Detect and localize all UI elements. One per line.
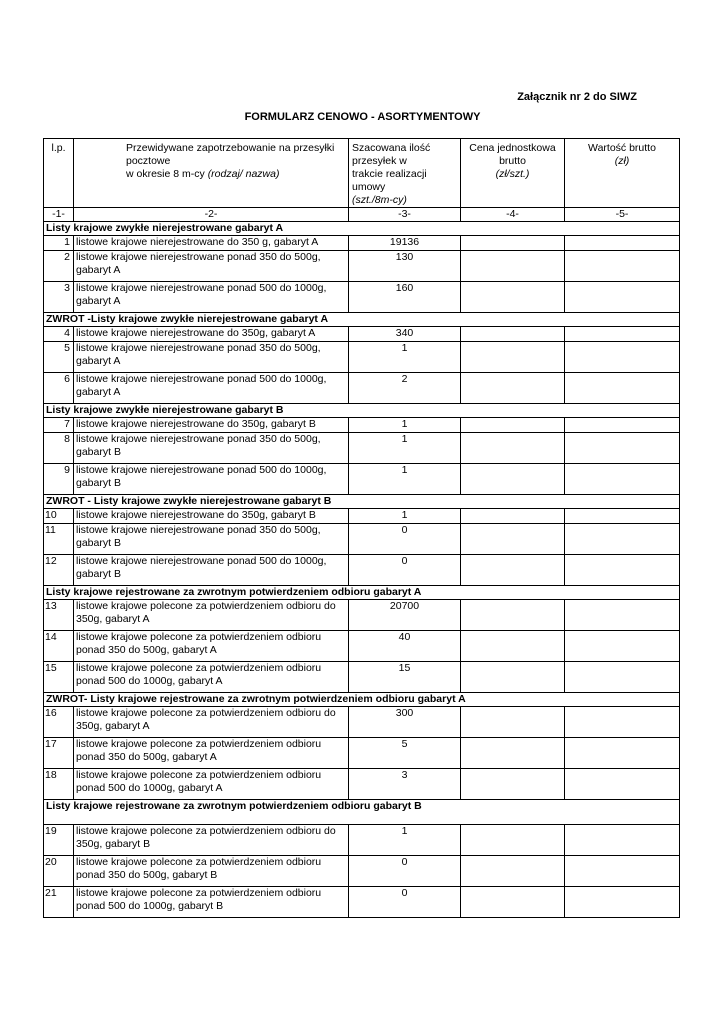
section-title: Listy krajowe rejestrowane za zwrotnym potwierdzeniem odbioru gabaryt A (44, 586, 680, 600)
row-quantity: 19136 (349, 236, 461, 251)
price-table (43, 138, 680, 918)
row-description (74, 825, 349, 856)
row-description-line2: ponad 500 do 1000g, gabaryt B (76, 900, 224, 912)
row-description-line1: listowe krajowe nierejestrowane ponad 500 do 1000g, (76, 282, 327, 294)
row-number: 3 (44, 282, 74, 313)
table-row (44, 600, 680, 631)
row-unit-price-cell[interactable] (461, 418, 565, 433)
header-quantity-line3: trakcie realizacji umowy (352, 168, 427, 193)
row-gross-value-cell[interactable] (565, 327, 680, 342)
row-quantity: 1 (349, 509, 461, 524)
table-row (44, 887, 680, 918)
row-unit-price-cell[interactable] (461, 631, 565, 662)
row-description-line1: listowe krajowe polecone za potwierdzeniem odbioru do (76, 600, 336, 612)
row-description-line2: ponad 350 do 500g, gabaryt A (76, 751, 217, 763)
row-number: 5 (44, 342, 74, 373)
row-quantity: 300 (349, 707, 461, 738)
section-header-row (44, 404, 680, 418)
header-price-line1: Cena jednostkowa (469, 142, 556, 154)
row-description-line2: ponad 500 do 1000g, gabaryt A (76, 782, 223, 794)
row-description (74, 856, 349, 887)
row-description (74, 342, 349, 373)
row-description (74, 631, 349, 662)
section-header-row (44, 693, 680, 707)
section-title: Listy krajowe zwykłe nierejestrowane gabaryt B (44, 404, 680, 418)
row-description (74, 282, 349, 313)
section-title: ZWROT- Listy krajowe rejestrowane za zwrotnym potwierdzeniem odbioru gabaryt A (44, 693, 680, 707)
row-gross-value-cell[interactable] (565, 509, 680, 524)
row-description (74, 373, 349, 404)
row-number: 2 (44, 251, 74, 282)
row-description-line1: listowe krajowe nierejestrowane ponad 350 do 500g, (76, 342, 321, 354)
row-description-line1: listowe krajowe polecone za potwierdzeniem odbioru (76, 631, 322, 643)
row-description-line2: gabaryt B (76, 568, 121, 580)
row-gross-value-cell[interactable] (565, 825, 680, 856)
row-gross-value-cell[interactable] (565, 856, 680, 887)
row-quantity: 1 (349, 342, 461, 373)
row-unit-price-cell[interactable] (461, 769, 565, 800)
header-unit-price (461, 139, 565, 208)
row-description (74, 600, 349, 631)
row-unit-price-cell[interactable] (461, 738, 565, 769)
row-description-line2: ponad 500 do 1000g, gabaryt A (76, 675, 223, 687)
row-number: 8 (44, 433, 74, 464)
row-description-line1: listowe krajowe nierejestrowane ponad 500 do 1000g, (76, 464, 327, 476)
row-description (74, 555, 349, 586)
table-row (44, 327, 680, 342)
row-quantity: 3 (349, 769, 461, 800)
row-description-line1: listowe krajowe polecone za potwierdzeniem odbioru (76, 662, 322, 674)
row-description-line1: listowe krajowe nierejestrowane ponad 350 do 500g, (76, 251, 321, 263)
row-quantity: 5 (349, 738, 461, 769)
row-description-line2: gabaryt B (76, 477, 121, 489)
header-row (44, 139, 680, 208)
row-description-line2: gabaryt A (76, 386, 121, 398)
row-gross-value-cell[interactable] (565, 524, 680, 555)
table-row (44, 282, 680, 313)
row-number: 19 (44, 825, 74, 856)
section-header-row (44, 800, 680, 825)
row-description (74, 707, 349, 738)
table-row (44, 464, 680, 495)
column-number: -5- (565, 208, 680, 222)
row-unit-price-cell[interactable] (461, 707, 565, 738)
row-description (74, 433, 349, 464)
header-quantity-unit: (szt./8m-cy) (352, 194, 407, 206)
row-gross-value-cell[interactable] (565, 433, 680, 464)
header-quantity-line1: Szacowana ilość (352, 142, 431, 154)
row-number: 1 (44, 236, 74, 251)
row-quantity: 1 (349, 825, 461, 856)
row-quantity: 1 (349, 464, 461, 495)
column-number-row (44, 208, 680, 222)
row-description-line1: listowe krajowe nierejestrowane do 350g, gabaryt A (76, 327, 316, 339)
header-description-type: (rodzaj/ nazwa) (207, 168, 280, 180)
row-quantity: 0 (349, 887, 461, 918)
row-quantity: 340 (349, 327, 461, 342)
row-description (74, 418, 349, 433)
row-description-line1: listowe krajowe nierejestrowane ponad 500 do 1000g, (76, 555, 327, 567)
row-unit-price-cell[interactable] (461, 433, 565, 464)
row-unit-price-cell[interactable] (461, 236, 565, 251)
row-description (74, 251, 349, 282)
row-gross-value-cell[interactable] (565, 707, 680, 738)
header-description-period: w okresie 8 m-cy (126, 168, 208, 180)
table-row (44, 769, 680, 800)
row-description-line1: listowe krajowe polecone za potwierdzeniem odbioru do (76, 707, 336, 719)
row-description (74, 887, 349, 918)
row-unit-price-cell[interactable] (461, 327, 565, 342)
row-description-line2: gabaryt A (76, 295, 121, 307)
row-gross-value-cell[interactable] (565, 600, 680, 631)
section-title: ZWROT -Listy krajowe zwykłe nierejestrowane gabaryt A (44, 313, 680, 327)
header-price-unit: (zł/szt.) (495, 168, 530, 180)
column-number: -3- (349, 208, 461, 222)
header-quantity-line2: przesyłek w (352, 155, 407, 167)
table-row (44, 856, 680, 887)
row-number: 16 (44, 707, 74, 738)
row-number: 9 (44, 464, 74, 495)
row-unit-price-cell[interactable] (461, 600, 565, 631)
table-row (44, 342, 680, 373)
row-description (74, 327, 349, 342)
row-number: 4 (44, 327, 74, 342)
row-description-line1: listowe krajowe polecone za potwierdzeniem odbioru (76, 738, 322, 750)
row-gross-value-cell[interactable] (565, 662, 680, 693)
row-number: 21 (44, 887, 74, 918)
row-quantity: 0 (349, 555, 461, 586)
section-header-row (44, 222, 680, 236)
row-quantity: 20700 (349, 600, 461, 631)
row-number: 7 (44, 418, 74, 433)
row-unit-price-cell[interactable] (461, 825, 565, 856)
row-description (74, 662, 349, 693)
row-number: 11 (44, 524, 74, 555)
row-unit-price-cell[interactable] (461, 524, 565, 555)
header-gross-value (565, 139, 680, 208)
table-row (44, 738, 680, 769)
row-number: 6 (44, 373, 74, 404)
row-gross-value-cell[interactable] (565, 236, 680, 251)
section-title: ZWROT - Listy krajowe zwykłe nierejestrowane gabaryt B (44, 495, 680, 509)
row-quantity: 0 (349, 524, 461, 555)
section-header-row (44, 495, 680, 509)
row-description (74, 524, 349, 555)
row-gross-value-cell[interactable] (565, 631, 680, 662)
table-row (44, 825, 680, 856)
row-gross-value-cell[interactable] (565, 887, 680, 918)
row-unit-price-cell[interactable] (461, 887, 565, 918)
row-gross-value-cell[interactable] (565, 418, 680, 433)
row-description-line2: ponad 350 do 500g, gabaryt A (76, 644, 217, 656)
header-lp: l.p. (44, 139, 74, 208)
row-gross-value-cell[interactable] (565, 769, 680, 800)
row-number: 15 (44, 662, 74, 693)
row-unit-price-cell[interactable] (461, 464, 565, 495)
row-gross-value-cell[interactable] (565, 738, 680, 769)
table-row (44, 418, 680, 433)
row-quantity: 40 (349, 631, 461, 662)
row-quantity: 2 (349, 373, 461, 404)
row-description-line1: listowe krajowe nierejestrowane do 350g, gabaryt B (76, 418, 316, 430)
row-description-line1: listowe krajowe polecone za potwierdzeniem odbioru (76, 856, 322, 868)
row-unit-price-cell[interactable] (461, 555, 565, 586)
section-title: Listy krajowe zwykłe nierejestrowane gabaryt A (44, 222, 680, 236)
row-description-line2: gabaryt A (76, 355, 121, 367)
row-quantity: 160 (349, 282, 461, 313)
row-description-line2: 350g, gabaryt A (76, 613, 150, 625)
row-quantity: 15 (349, 662, 461, 693)
section-header-row (44, 586, 680, 600)
row-description-line2: 350g, gabaryt B (76, 838, 151, 850)
row-description (74, 509, 349, 524)
row-gross-value-cell[interactable] (565, 373, 680, 404)
row-quantity: 1 (349, 418, 461, 433)
table-row (44, 631, 680, 662)
row-unit-price-cell[interactable] (461, 662, 565, 693)
row-description-line2: ponad 350 do 500g, gabaryt B (76, 869, 218, 881)
row-unit-price-cell[interactable] (461, 509, 565, 524)
header-description-line1: Przewidywane zapotrzebowanie na przesyłki pocztowe (126, 142, 335, 167)
row-description-line1: listowe krajowe polecone za potwierdzeniem odbioru do (76, 825, 336, 837)
row-gross-value-cell[interactable] (565, 342, 680, 373)
row-number: 18 (44, 769, 74, 800)
row-description-line2: 350g, gabaryt A (76, 720, 150, 732)
row-unit-price-cell[interactable] (461, 342, 565, 373)
header-description-line2 (126, 168, 342, 181)
table-row (44, 373, 680, 404)
column-number: -1- (44, 208, 74, 222)
header-description (74, 139, 349, 208)
form-title: FORMULARZ CENOWO - ASORTYMENTOWY (244, 111, 481, 123)
column-number: -4- (461, 208, 565, 222)
row-description-line1: listowe krajowe polecone za potwierdzeniem odbioru (76, 769, 322, 781)
row-unit-price-cell[interactable] (461, 282, 565, 313)
row-quantity: 130 (349, 251, 461, 282)
row-number: 20 (44, 856, 74, 887)
row-description-line1: listowe krajowe polecone za potwierdzeniem odbioru (76, 887, 322, 899)
row-description-line1: listowe krajowe nierejestrowane ponad 350 do 500g, (76, 524, 321, 536)
row-gross-value-cell[interactable] (565, 251, 680, 282)
row-description (74, 236, 349, 251)
annex-label: Załącznik nr 2 do SIWZ (517, 91, 637, 103)
row-description (74, 464, 349, 495)
row-quantity: 0 (349, 856, 461, 887)
row-number: 17 (44, 738, 74, 769)
row-description-line1: listowe krajowe nierejestrowane do 350g, gabaryt B (76, 509, 316, 521)
row-number: 10 (44, 509, 74, 524)
table-row (44, 251, 680, 282)
row-number: 14 (44, 631, 74, 662)
row-unit-price-cell[interactable] (461, 856, 565, 887)
table-row (44, 509, 680, 524)
header-value-line1: Wartość brutto (588, 142, 656, 154)
row-description-line2: gabaryt B (76, 537, 121, 549)
table-row (44, 707, 680, 738)
row-description-line1: listowe krajowe nierejestrowane do 350 g, gabaryt A (76, 236, 319, 248)
column-number: -2- (74, 208, 349, 222)
row-description-line2: gabaryt B (76, 446, 121, 458)
row-description (74, 769, 349, 800)
header-quantity (349, 139, 461, 208)
table-row (44, 555, 680, 586)
section-title: Listy krajowe rejestrowane za zwrotnym potwierdzeniem odbioru gabaryt B (44, 800, 680, 825)
row-number: 13 (44, 600, 74, 631)
row-description-line2: gabaryt A (76, 264, 121, 276)
section-header-row (44, 313, 680, 327)
table-row (44, 662, 680, 693)
header-price-line2: brutto (499, 155, 526, 167)
table-row (44, 524, 680, 555)
row-unit-price-cell[interactable] (461, 251, 565, 282)
row-description (74, 738, 349, 769)
row-description-line1: listowe krajowe nierejestrowane ponad 350 do 500g, (76, 433, 321, 445)
row-description-line1: listowe krajowe nierejestrowane ponad 500 do 1000g, (76, 373, 327, 385)
table-row (44, 433, 680, 464)
row-number: 12 (44, 555, 74, 586)
row-gross-value-cell[interactable] (565, 282, 680, 313)
row-gross-value-cell[interactable] (565, 555, 680, 586)
row-gross-value-cell[interactable] (565, 464, 680, 495)
header-value-unit: (zł) (614, 155, 630, 167)
table-row (44, 236, 680, 251)
row-quantity: 1 (349, 433, 461, 464)
row-unit-price-cell[interactable] (461, 373, 565, 404)
